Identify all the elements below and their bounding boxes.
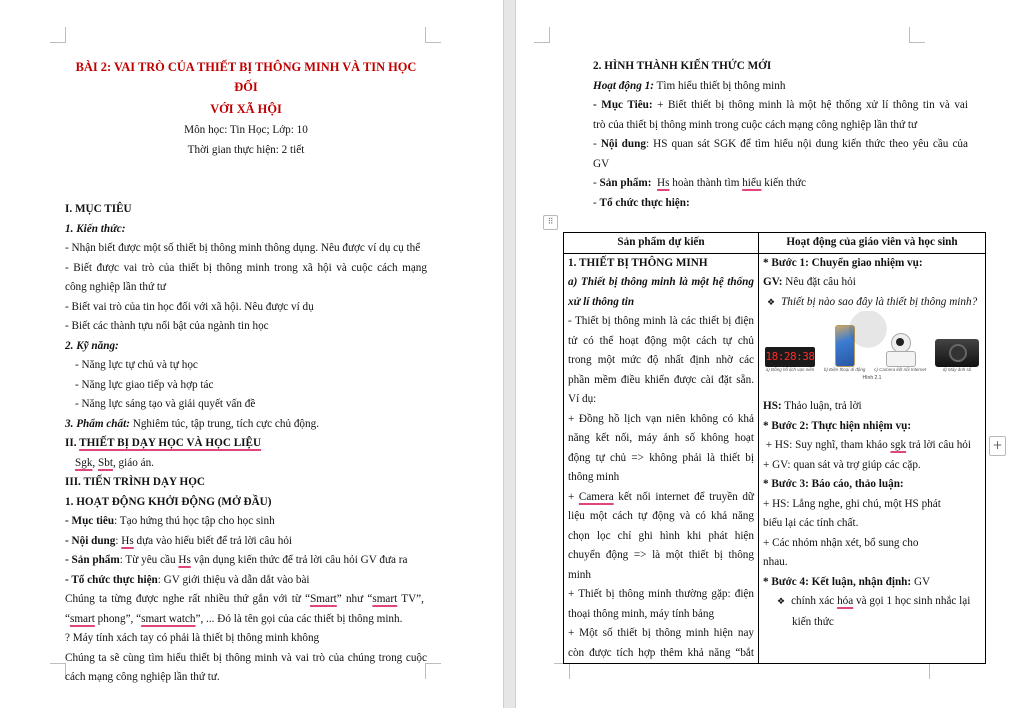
heading-objectives: I. MỤC TIÊU [65, 203, 132, 215]
page-gap-edge [503, 0, 504, 708]
activity-line: Hoạt động 1: Tìm hiểu thiết bị thông minh [593, 79, 786, 92]
left-page-body[interactable] [65, 57, 427, 688]
crop-mark [50, 27, 66, 43]
crop-mark [554, 663, 570, 679]
ip-camera-image [885, 331, 915, 367]
spellcheck-underline[interactable]: Hs [121, 534, 134, 547]
closing-paragraph: Chúng ta sẽ cùng tìm hiểu thiết bị thông minh và vai trò của chúng trong cuộc [65, 651, 427, 664]
organization-line: - Tổ chức thực hiện: [593, 196, 690, 209]
right-page-body[interactable] [593, 57, 968, 213]
warmup-goal: - Mục tiêu: Tạo hứng thú học tập cho học sinh [65, 515, 275, 527]
table-add-column-icon[interactable]: + [989, 436, 1006, 456]
crop-mark [425, 663, 441, 679]
teacher-student-activity-cell[interactable]: * Bước 1: Chuyển giao nhiệm vụ: GV: Nêu đặt câu hỏi ❖ Thiết bị nào sao đây là thiết bị thông minh? 18:28:38 a) Đồng hồ lịch vạn niên b) Điện thoại di động c) Camera kết nối Internet d) Máy ảnh số Hình 2.1 HS: Thảo luận, trả lời * Bước 2: Thực hiện nhiệm vụ: + HS: Suy nghĩ, tham khảo sgk trả lời câu hỏi + GV: quan sát và trợ giúp các cặp. * Bước 3: Báo cáo, thảo luận: + HS: Lắng nghe, ghi chú, một HS phát biểu lại các tính chất. + Các nhóm nhận xét, bổ sung cho nhau. * Bước 4: Kết luận, nhận định: GV ❖ chính xác hóa và gọi 1 học sinh nhắc lại kiến thức [759, 253, 986, 664]
intro-paragraph: Chúng ta từng được nghe rất nhiều thứ gắn với từ “Smart” như “smart TV”, [65, 593, 424, 605]
heading-knowledge: 1. Kiến thức: [65, 222, 126, 235]
spellcheck-underline[interactable]: Sbt [98, 456, 113, 469]
table-header-cell: Hoạt động của giáo viên và học sinh [759, 233, 986, 254]
spellcheck-underline[interactable]: smart [372, 593, 398, 605]
spellcheck-underline[interactable]: hiểu [742, 177, 762, 189]
heading-skills: 2. Kỹ năng: [65, 339, 119, 352]
spellcheck-underline[interactable]: Smart [310, 593, 337, 605]
figure-caption: Hình 2.1 [862, 375, 882, 381]
skill-item: - Năng lực sáng tạo và giải quyết vấn đề [75, 398, 256, 410]
crop-mark [50, 663, 66, 679]
figure-smart-devices [763, 319, 981, 373]
heading-process: III. TIẾN TRÌNH DẠY HỌC [65, 476, 205, 488]
lesson-title: BÀI 2: VAI TRÒ CỦA THIẾT BỊ THÔNG MINH VÀ TIN HỌC ĐỐI VỚI XÃ HỘI [75, 60, 417, 116]
digital-clock-image: 18:28:38 [765, 347, 815, 367]
spellcheck-underline[interactable]: Hs [657, 177, 670, 189]
document-page-right [516, 0, 1022, 708]
table-row [564, 253, 986, 664]
lesson-table [563, 232, 986, 664]
table-header-row [564, 233, 986, 254]
quality-line: 3. Phẩm chất: Nghiêm túc, tập trung, tích cực chủ động. [65, 417, 320, 430]
crop-mark [534, 27, 550, 43]
crop-mark [929, 663, 945, 679]
diamond-bullet-icon: ❖ [767, 297, 776, 308]
goal-line: trò của thiết bị thông minh trong cuộc cách mạng công nghiệp lần thứ tư [593, 118, 918, 131]
figure-camera: c) Camera kết nối Internet [874, 331, 926, 373]
spellcheck-underline[interactable]: sgk [890, 439, 907, 451]
table-header-cell: Sản phẩm dự kiến [564, 233, 759, 254]
figure-clock: 18:28:38 a) Đồng hồ lịch vạn niên [765, 347, 815, 373]
subject-line: Môn học: Tin Học; Lớp: 10 [184, 124, 308, 136]
knowledge-item: - Biết các thành tựu nổi bật của ngành tin học [65, 320, 269, 332]
intro-paragraph: “smart phong”, “smart watch”, ... Đó là tên gọi của các thiết bị thông minh. [65, 612, 403, 625]
goal-line: - Mục Tiêu: + Biết thiết bị thông minh là một hệ thống xử lí thông tin và vai [593, 99, 968, 111]
digital-camera-image [935, 339, 979, 367]
spellcheck-underline[interactable]: Sgk [75, 456, 93, 469]
heading-new-knowledge: 2. HÌNH THÀNH KIẾN THỨC MỚI [593, 60, 772, 72]
skill-item: - Năng lực giao tiếp và hợp tác [75, 378, 214, 391]
knowledge-item: - Biết vai trò của tin học đối với xã hội. Nêu được ví dụ [65, 300, 314, 313]
spellcheck-underline[interactable]: Hs [178, 554, 191, 566]
spellcheck-underline[interactable]: smart watch [141, 612, 196, 625]
heading-warmup: 1. HOẠT ĐỘNG KHỞI ĐỘNG (MỞ ĐẦU) [65, 495, 272, 508]
spellcheck-underline[interactable]: smart [69, 612, 95, 625]
question-line: ? Máy tính xách tay có phải là thiết bị thông minh không [65, 632, 320, 644]
warmup-content: - Nội dung: Hs dựa vào hiểu biết để trả lời câu hỏi [65, 534, 293, 547]
warmup-organization: - Tổ chức thực hiện: GV giới thiệu và dẫn dắt vào bài [65, 573, 310, 586]
document-page-left [0, 0, 503, 708]
knowledge-item: - Biết được vai trò của thiết bị thông minh trong xã hội và cuộc cách mạng [65, 261, 427, 274]
closing-paragraph: cách mạng công nghiệp lần thứ tư. [65, 671, 220, 683]
materials-line: Sgk, Sbt, giáo án. [75, 456, 154, 469]
table-move-handle-icon[interactable]: ⠿ [543, 215, 558, 230]
knowledge-item: công nghiệp lần thứ tư [65, 281, 166, 293]
product-line: - Sản phẩm: Hs hoàn thành tìm hiểu kiến thức [593, 177, 807, 189]
content-line: - Nội dung: HS quan sát SGK để tìm hiểu nội dung kiến thức theo yêu cầu của [593, 138, 968, 150]
duration-line: Thời gian thực hiện: 2 tiết [187, 143, 305, 156]
crop-mark [425, 27, 441, 43]
spellcheck-underline[interactable]: hóa [837, 595, 854, 607]
figure-digital-camera: d) Máy ảnh số [935, 339, 979, 373]
skill-item: - Năng lực tự chủ và tự học [75, 359, 198, 371]
knowledge-item: - Nhận biết được một số thiết bị thông minh thông dụng. Nêu được ví dụ cụ thể [65, 242, 421, 254]
warmup-product: - Sản phẩm: Từ yêu cầu Hs vận dụng kiến thức để trả lời câu hỏi GV đưa ra [65, 554, 408, 566]
expected-product-cell[interactable]: 1. THIẾT BỊ THÔNG MINH a) Thiết bị thông minh là một hệ thống xử lí thông tin - Thiết bị thông minh là các thiết bị điện tử có thể hoạt động một cách tự chủ trong một mức độ nhất định nhờ các phần mềm điều khiển được cài đặt sẵn. Ví dụ: + Đồng hồ lịch vạn niên không có khả năng kết nối, máy ảnh số không hoạt động tự chủ => không phải là thiết bị thông minh + Camera kết nối internet để truyền dữ liệu một cách tự động và có khả năng chọn lọc chỉ ghi hình khi phát hiện chuyển động => là một thiết bị thông minh + Thiết bị thông minh thường gặp: điện thoại thông minh, máy tính bảng + Một số thiết bị thông minh hiện nay còn được tích hợp thêm khả năng “bắt [564, 253, 759, 664]
crop-mark [909, 27, 925, 43]
heading-materials: II. THIẾT BỊ DẠY HỌC VÀ HỌC LIỆU [65, 437, 262, 449]
diamond-bullet-icon: ❖ [777, 597, 786, 607]
spellcheck-underline[interactable]: Camera [578, 490, 614, 503]
content-line: GV [593, 157, 610, 170]
figure-phone: b) Điện thoại di động [824, 325, 866, 373]
spellcheck-underline[interactable]: THIẾT BỊ DẠY HỌC VÀ HỌC LIỆU [79, 437, 262, 449]
